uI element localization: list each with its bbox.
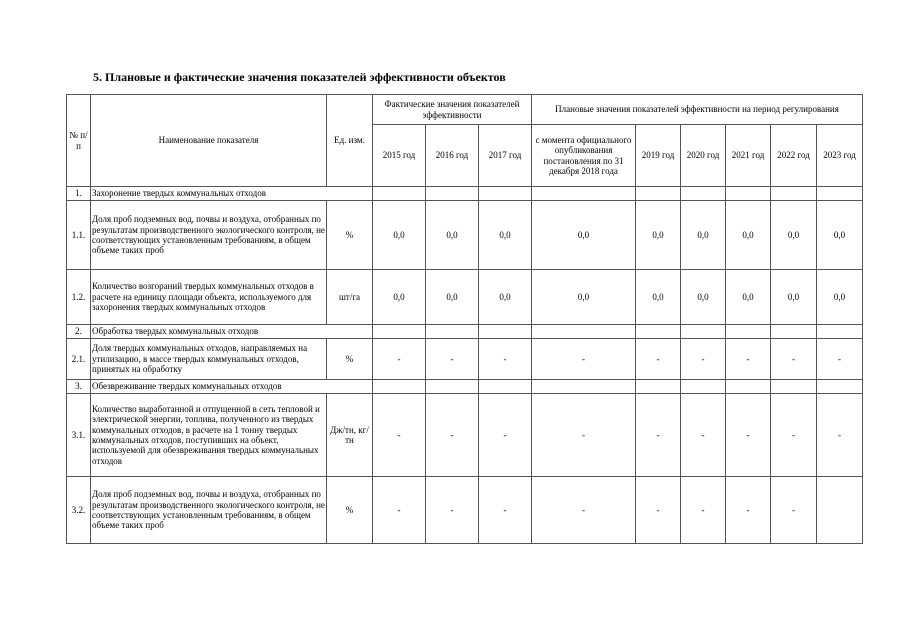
row-value: - [479, 394, 532, 477]
row-num: 2.1. [67, 339, 91, 380]
header-unit: Ед. изм. [327, 95, 373, 187]
row-value: - [681, 477, 726, 544]
row-num: 3.2. [67, 477, 91, 544]
row-value: 0,0 [726, 270, 771, 325]
row-unit: шт/га [327, 270, 373, 325]
header-year: 2023 год [817, 125, 863, 187]
row-value: - [726, 394, 771, 477]
header-year: 2015 год [373, 125, 426, 187]
header-actual-group: Фактические значения показателей эффективности [373, 95, 532, 125]
table-row [67, 339, 863, 380]
header-year: 2021 год [726, 125, 771, 187]
header-year: 2020 год [681, 125, 726, 187]
row-value: 0,0 [771, 270, 817, 325]
row-value: - [817, 394, 863, 477]
row-value: 0,0 [636, 201, 681, 270]
row-value: - [532, 394, 636, 477]
row-value: 0,0 [681, 270, 726, 325]
row-value: - [681, 394, 726, 477]
row-name: Доля проб подземных вод, почвы и воздуха, отобранных по результатам производственного экологического контроля, не соответствующих установленным требованиям, в общем объеме таких проб [91, 477, 327, 544]
row-unit: % [327, 339, 373, 380]
row-num: 1.1. [67, 201, 91, 270]
row-value: 0,0 [373, 270, 426, 325]
row-value: - [636, 339, 681, 380]
section-title: Обработка твердых коммунальных отходов [91, 325, 373, 339]
row-value [817, 477, 863, 544]
row-value: - [771, 339, 817, 380]
section-row [67, 325, 863, 339]
page-title: 5. Плановые и фактические значения показателей эффективности объектов [93, 70, 506, 84]
header-plan-group: Плановые значения показателей эффективности на период регулирования [532, 95, 863, 125]
row-value: 0,0 [771, 201, 817, 270]
section-row [67, 380, 863, 394]
section-num: 3. [67, 380, 91, 394]
row-name: Количество возгораний твердых коммунальных отходов в расчете на единицу площади объекта, используемого для захоронения твердых коммунальных отходов [91, 270, 327, 325]
row-value: - [636, 394, 681, 477]
row-value: - [479, 477, 532, 544]
row-unit: % [327, 477, 373, 544]
row-value: 0,0 [426, 270, 479, 325]
row-value: - [426, 477, 479, 544]
row-value: 0,0 [817, 270, 863, 325]
header-year: 2016 год [426, 125, 479, 187]
row-name: Количество выработанной и отпущенной в сеть тепловой и электрической энергии, топлива, полученного из твердых коммунальных отходов, в расчете на 1 тонну твердых коммунальных отходов, поступивших на объект, используемой для обезвреживания твердых коммунальных отходов [91, 394, 327, 477]
table-row [67, 201, 863, 270]
row-value: 0,0 [532, 270, 636, 325]
row-value: - [373, 477, 426, 544]
row-value: - [771, 394, 817, 477]
section-num: 2. [67, 325, 91, 339]
row-value: - [817, 339, 863, 380]
row-value: - [373, 394, 426, 477]
row-value: 0,0 [479, 270, 532, 325]
table-row [67, 477, 863, 544]
row-value: - [373, 339, 426, 380]
row-value: 0,0 [726, 201, 771, 270]
row-value: 0,0 [426, 201, 479, 270]
row-name: Доля проб подземных вод, почвы и воздуха, отобранных по результатам производственного экологического контроля, не соответствующих установленным требованиям, в общем объеме таких проб [91, 201, 327, 270]
row-value: - [726, 477, 771, 544]
row-value: - [426, 339, 479, 380]
row-value: 0,0 [479, 201, 532, 270]
section-title: Обезвреживание твердых коммунальных отходов [91, 380, 373, 394]
row-value: - [479, 339, 532, 380]
row-name: Доля твердых коммунальных отходов, направляемых на утилизацию, в массе твердых коммунальных отходов, принятых на обработку [91, 339, 327, 380]
row-value: - [771, 477, 817, 544]
section-num: 1. [67, 187, 91, 201]
header-year: 2017 год [479, 125, 532, 187]
row-value: 0,0 [532, 201, 636, 270]
header-year: 2019 год [636, 125, 681, 187]
row-value: 0,0 [817, 201, 863, 270]
header-year: 2022 год [771, 125, 817, 187]
row-value: 0,0 [636, 270, 681, 325]
row-num: 3.1. [67, 394, 91, 477]
header-name: Наименование показателя [91, 95, 327, 187]
header-plan-first: с момента официального опубликования постановления по 31 декабря 2018 года [532, 125, 636, 187]
row-value: 0,0 [373, 201, 426, 270]
row-value: - [532, 339, 636, 380]
table-header-row [67, 95, 863, 125]
table-row [67, 394, 863, 477]
indicators-table [66, 94, 863, 544]
header-num: № п/п [67, 95, 91, 187]
row-unit: % [327, 201, 373, 270]
row-value: - [681, 339, 726, 380]
row-value: - [532, 477, 636, 544]
row-unit: Дж/тн, кг/тн [327, 394, 373, 477]
row-value: 0,0 [681, 201, 726, 270]
section-title: Захоронение твердых коммунальных отходов [91, 187, 373, 201]
row-value: - [726, 339, 771, 380]
row-num: 1.2. [67, 270, 91, 325]
row-value: - [636, 477, 681, 544]
row-value: - [426, 394, 479, 477]
section-row [67, 187, 863, 201]
table-row [67, 270, 863, 325]
